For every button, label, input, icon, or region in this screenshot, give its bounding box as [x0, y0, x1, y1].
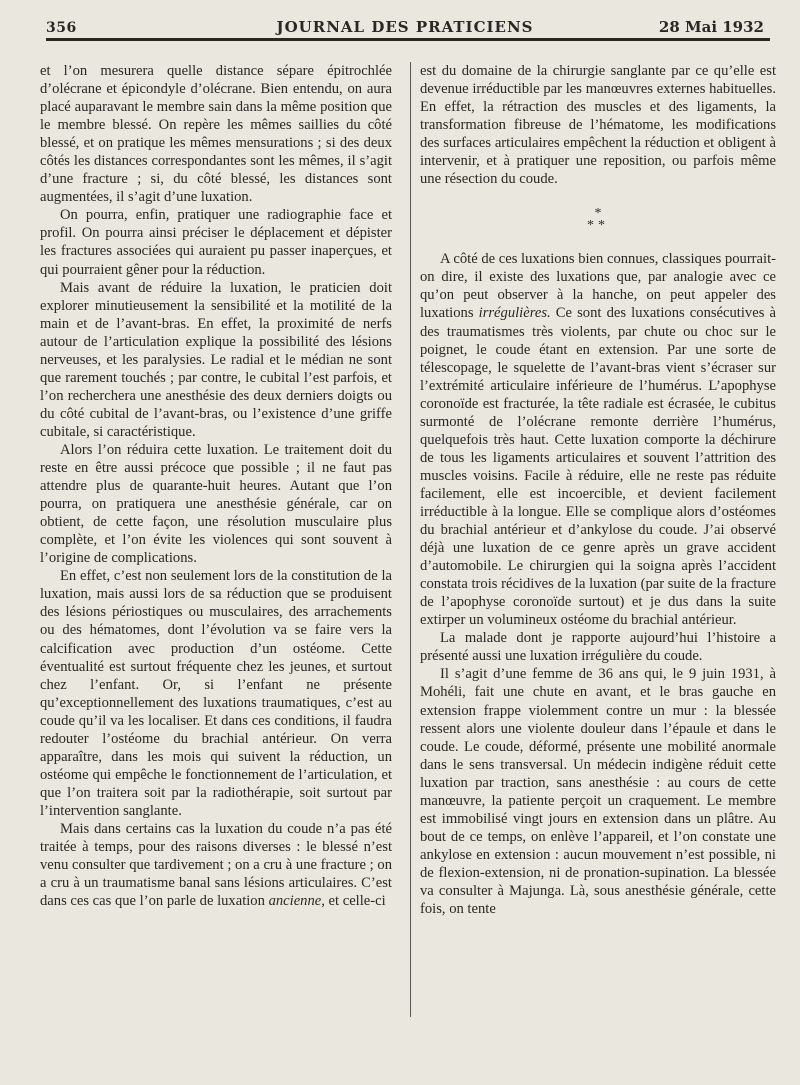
page-number: 356 — [46, 20, 77, 36]
left-paragraph-6-italic: ancienne, — [268, 893, 325, 910]
right-paragraph-2-italic: irrégulières. — [478, 305, 551, 322]
left-paragraph-4: Alors l’on réduira cette luxation. Le traitement doit du reste en être aussi précoce que possible ; il ne faut pas attendre plus de quarante-huit heures. Autant que l’on pourra, on pratiquera une anesthésie générale, car on obtient, de cette façon, une résolution musculaire plus complète, et l’on évite les violences qui sont souvent à l’origine de complications. — [40, 441, 392, 567]
right-paragraph-1: est du domaine de la chirurgie sanglante par ce qu’elle est devenue irréductible par les manœuvres externes habituelles. En effet, la rétraction des muscles et des ligaments, la transformation fibreuse de l’hématome, les modifications des surfaces articulaires empêchent la réduction et obligent à intervenir, et à pratiquer une reposition, ou parfois même une résection du coude. — [420, 63, 776, 188]
right-paragraph-2 — [420, 250, 776, 629]
section-separator — [420, 208, 776, 232]
left-paragraph-1: et l’on mesurera quelle distance sépare épitrochlée d’olécrane et épicondyle d’olécrane. Bien entendu, on aura placé auparavant le membre sain dans la même position que le membre blessé. On repère les mêmes saillies du côté blessé, et on pratique les mêmes mensurations ; si des deux côtés les distances correspondantes sont les mêmes, il s’agit d’une fracture ; si, du côté blessé, les distances sont augmentées, il s’agit d’une luxation. — [40, 63, 392, 206]
right-paragraph-2-start: A côté de ces luxations bien connues, classiques pourrait-on dire, il existe des luxations que, par analogie avec ce qu’on peut observer à la hanche, on peut appeler des luxations — [420, 251, 776, 322]
column-divider — [410, 62, 411, 1017]
header-rule — [46, 38, 770, 41]
left-paragraph-5: En effet, c’est non seulement lors de la constitution de la luxation, mais aussi lors de sa réduction que se produisent des lésions périostiques ou musculaires, des arrachements ou des hématomes, dont l’évolution va se faire vers la calcification avec production d’un ostéome. Cette éventualité est surtout fréquente chez les jeunes, et surtout chez l’enfant. Or, si l’enfant ne présente qu’exceptionnellement des luxations traumatiques, c’est au coude qu’il va les localiser. Et dans ces conditions, il faudra redouter l’ostéome du brachial antérieur. On verra apparaître, dans les mois qui suivent la réduction, un ostéome qui empêche le fonctionnement de l’articulation, et que l’on traitera soit par la radiothérapie, soit surtout par l’intervention sanglante. — [40, 568, 392, 819]
left-paragraph-3: Mais avant de réduire la luxation, le praticien doit explorer minutieusement la sensibilité et la motilité de la main et de l’avant-bras. En effet, la proximité de nerfs autour de l’articulation explique la possibilité des lésions nerveuses, et les paralysies. Le radial et le médian ne sont que rarement touchés ; par contre, le cubital l’est parfois, et l’on recherchera une anesthésie des deux derniers doigts ou du côté cubital de l’avant-bras, ou l’existence d’une griffe cubitale, si caractéristique. — [40, 279, 392, 440]
left-column — [40, 62, 392, 910]
right-paragraph-3: La malade dont je rapporte aujourd’hui l’histoire a présenté aussi une luxation irrégulière du coude. — [420, 630, 776, 665]
left-paragraph-6-start: Mais dans certains cas la luxation du coude n’a pas été traitée à temps, pour des raisons diverses : le blessé n’est venu consulter que tardivement ; on a cru à une fracture ; on a cru à un traumatisme banal sans lésions articulaires. C’est dans ces cas que l’on parle de luxation — [40, 820, 392, 910]
right-column — [420, 62, 776, 918]
journal-title: JOURNAL DES PRATICIENS — [276, 18, 534, 36]
left-paragraph-6-end: et celle-ci — [324, 893, 386, 910]
separator-star-bottom: ** — [587, 218, 609, 234]
right-paragraph-4: Il s’agit d’une femme de 36 ans qui, le 9 juin 1931, à Mohéli, fait une chute en avant, et le bras gauche en extension frappe violemment contre un mur : la blessée ressent alors une violente douleur dans l’épaule et dans le coude. Le coude, déformé, présente une mobilité anormale dans le sens transversal. Un médecin indigène réduit cette luxation par traction, sans anesthésie : au cours de cette manœuvre, la patiente perçoit un craquement. Le membre est immobilisé vingt jours en extension dans un plâtre. Au bout de ce temps, on enlève l’appareil, et l’on constate une ankylose en extension : aucun mouvement n’est possible, ni de flexion-extension, ni de pronation-supination. La blessée va consulter à Majunga. Là, sous anesthésie générale, cette fois, on tente — [420, 666, 776, 918]
issue-date: 28 Mai 1932 — [658, 18, 764, 36]
separator-star-top: * — [594, 206, 602, 222]
page-header — [46, 14, 764, 38]
left-paragraph-2: On pourra, enfin, pratiquer une radiographie face et profil. On pourra ainsi préciser le déplacement et dépister les fractures associées qui auraient pu passer inaperçues, et qui pourraient gêner pour la réduction. — [40, 207, 392, 278]
right-paragraph-2-end: Ce sont des luxations consécutives à des traumatismes très violents, par chute ou choc sur le poignet, le coude étant en extension. Par une sorte de télescopage, le squelette de l’avant-bras vient s’écraser sur l’extrémité articulaire inférieure de l’humérus. L’apophyse coronoïde est fracturée, la tête radiale est écrasée, le cubitus surmonté de l’olécrane remonte derrière l’humérus, quelquefois très haut. Cette luxation comporte la déchirure de tous les ligaments articulaires et souvent l’attrition des muscles voisins. Facile à réduire, elle ne reste pas réduite facilement, elle est incoercible, et devient facilement irréductible à la longue. Elle se complique alors d’ostéomes du brachial antérieur et d’ankylose du coude. J’ai observé déjà une luxation de ce genre après un grave accident d’automobile. Le chirurgien qui la soigna après l’accident constata trois récidives de la luxation (par suite de la fracture de l’apophyse coronoïde surtout) et je dus dans la suite extirper un volumineux ostéome du brachial antérieur. — [420, 305, 776, 629]
left-paragraph-6 — [40, 820, 392, 910]
